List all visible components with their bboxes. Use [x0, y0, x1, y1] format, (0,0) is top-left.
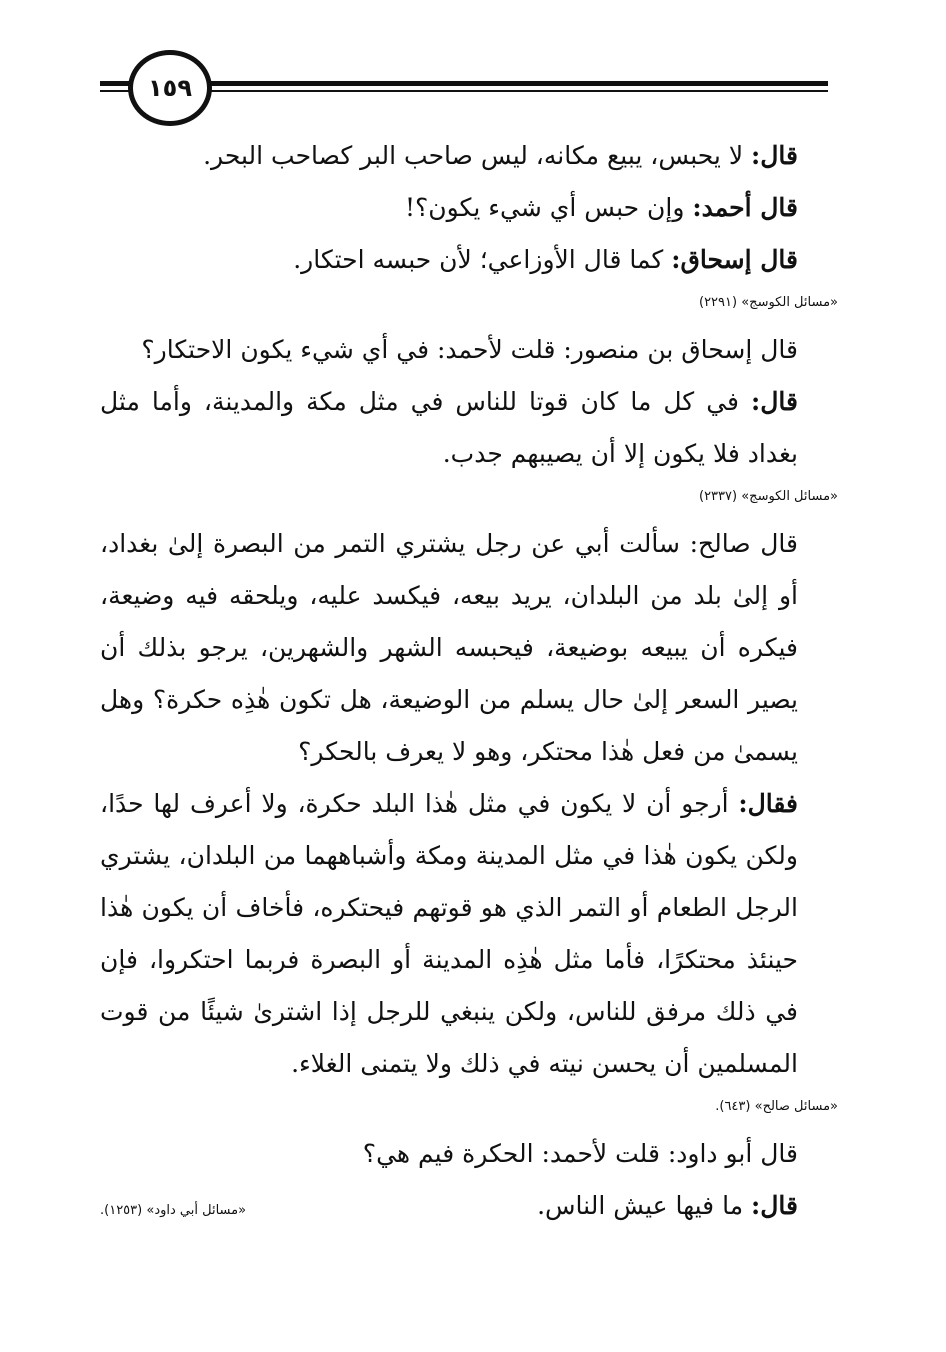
paragraph-8 [100, 1128, 838, 1180]
page-number-ring [128, 50, 212, 126]
body-text [100, 130, 838, 1232]
speaker-label: قال إسحاق: [671, 245, 798, 274]
speaker-label: فقال: [738, 789, 798, 818]
paragraph-text: كما قال الأوزاعي؛ لأن حبسه احتكار. [293, 245, 672, 274]
paragraph-4 [100, 324, 838, 376]
source-citation: «مسائل الكوسج» (٢٣٣٧) [699, 489, 838, 504]
paragraph-text: وإن حبس أي شيء يكون؟! [404, 193, 693, 222]
source-citation: «مسائل أبي داود» (١٢٥٣). [100, 1203, 247, 1218]
paragraph-2 [100, 182, 838, 234]
paragraph-text: في كل ما كان قوتا للناس في مثل مكة والمدينة، وأما مثل بغداد فلا يكون إلا أن يصيبهم جدب. [100, 387, 798, 468]
paragraph-text: قال صالح: سألت أبي عن رجل يشتري التمر من البصرة إلىٰ بغداد، أو إلىٰ بلد من البلدان، يريد بيعه، فيكسد عليه، ويلحقه فيه وضيعة، فيكره أن يبيعه بوضيعة، فيحبسه الشهر والشهرين، يرجو بذلك أن يصير السعر إلىٰ حال يسلم من الوضيعة، هل تكون هٰذِه حكرة؟ وهل يسمىٰ من فعل هٰذا محتكر، وهو لا يعرف بالحكر؟ [100, 529, 798, 766]
final-row [100, 1180, 838, 1232]
paragraph-5 [100, 376, 838, 480]
paragraph-text: لا يحبس، يبيع مكانه، ليس صاحب البر كصاحب البحر. [203, 141, 752, 170]
paragraph-text: قال إسحاق بن منصور: قلت لأحمد: في أي شيء يكون الاحتكار؟ [141, 335, 798, 364]
paragraph-text: ما فيها عيش الناس. [537, 1191, 752, 1220]
paragraph-6 [100, 518, 838, 778]
speaker-label: قال: [751, 1191, 798, 1220]
paragraph-1 [100, 130, 838, 182]
paragraph-7 [100, 778, 838, 1090]
paragraph-3 [100, 234, 838, 286]
source-citation: «مسائل الكوسج» (٢٢٩١) [699, 295, 838, 310]
speaker-label: قال أحمد: [692, 193, 798, 222]
paragraph-text: قال أبو داود: قلت لأحمد: الحكرة فيم هي؟ [362, 1139, 798, 1168]
paragraph-text: أرجو أن لا يكون في مثل هٰذا البلد حكرة، ولا أعرف لها حدًا، ولكن يكون هٰذا في مثل المدينة ومكة وأشباههما من البلدان، يشتري الرجل الطعام أو التمر الذي هو قوتهم فيحتكره، فأخاف أن يكون هٰذا حينئذ محتكرًا، فأما مثل هٰذِه المدينة أو البصرة فربما احتكروا، فإن في ذلك مرفق للناس، ولكن ينبغي للرجل إذا اشترىٰ شيئًا من قوت المسلمين أن يحسن نيته في ذلك ولا يتمنى الغلاء. [100, 789, 798, 1078]
page-number: ١٥٩ [148, 74, 192, 102]
speaker-label: قال: [751, 141, 798, 170]
speaker-label: قال: [751, 387, 798, 416]
paragraph-9 [537, 1180, 838, 1232]
source-citation: «مسائل صالح» (٦٤٣). [715, 1099, 838, 1114]
